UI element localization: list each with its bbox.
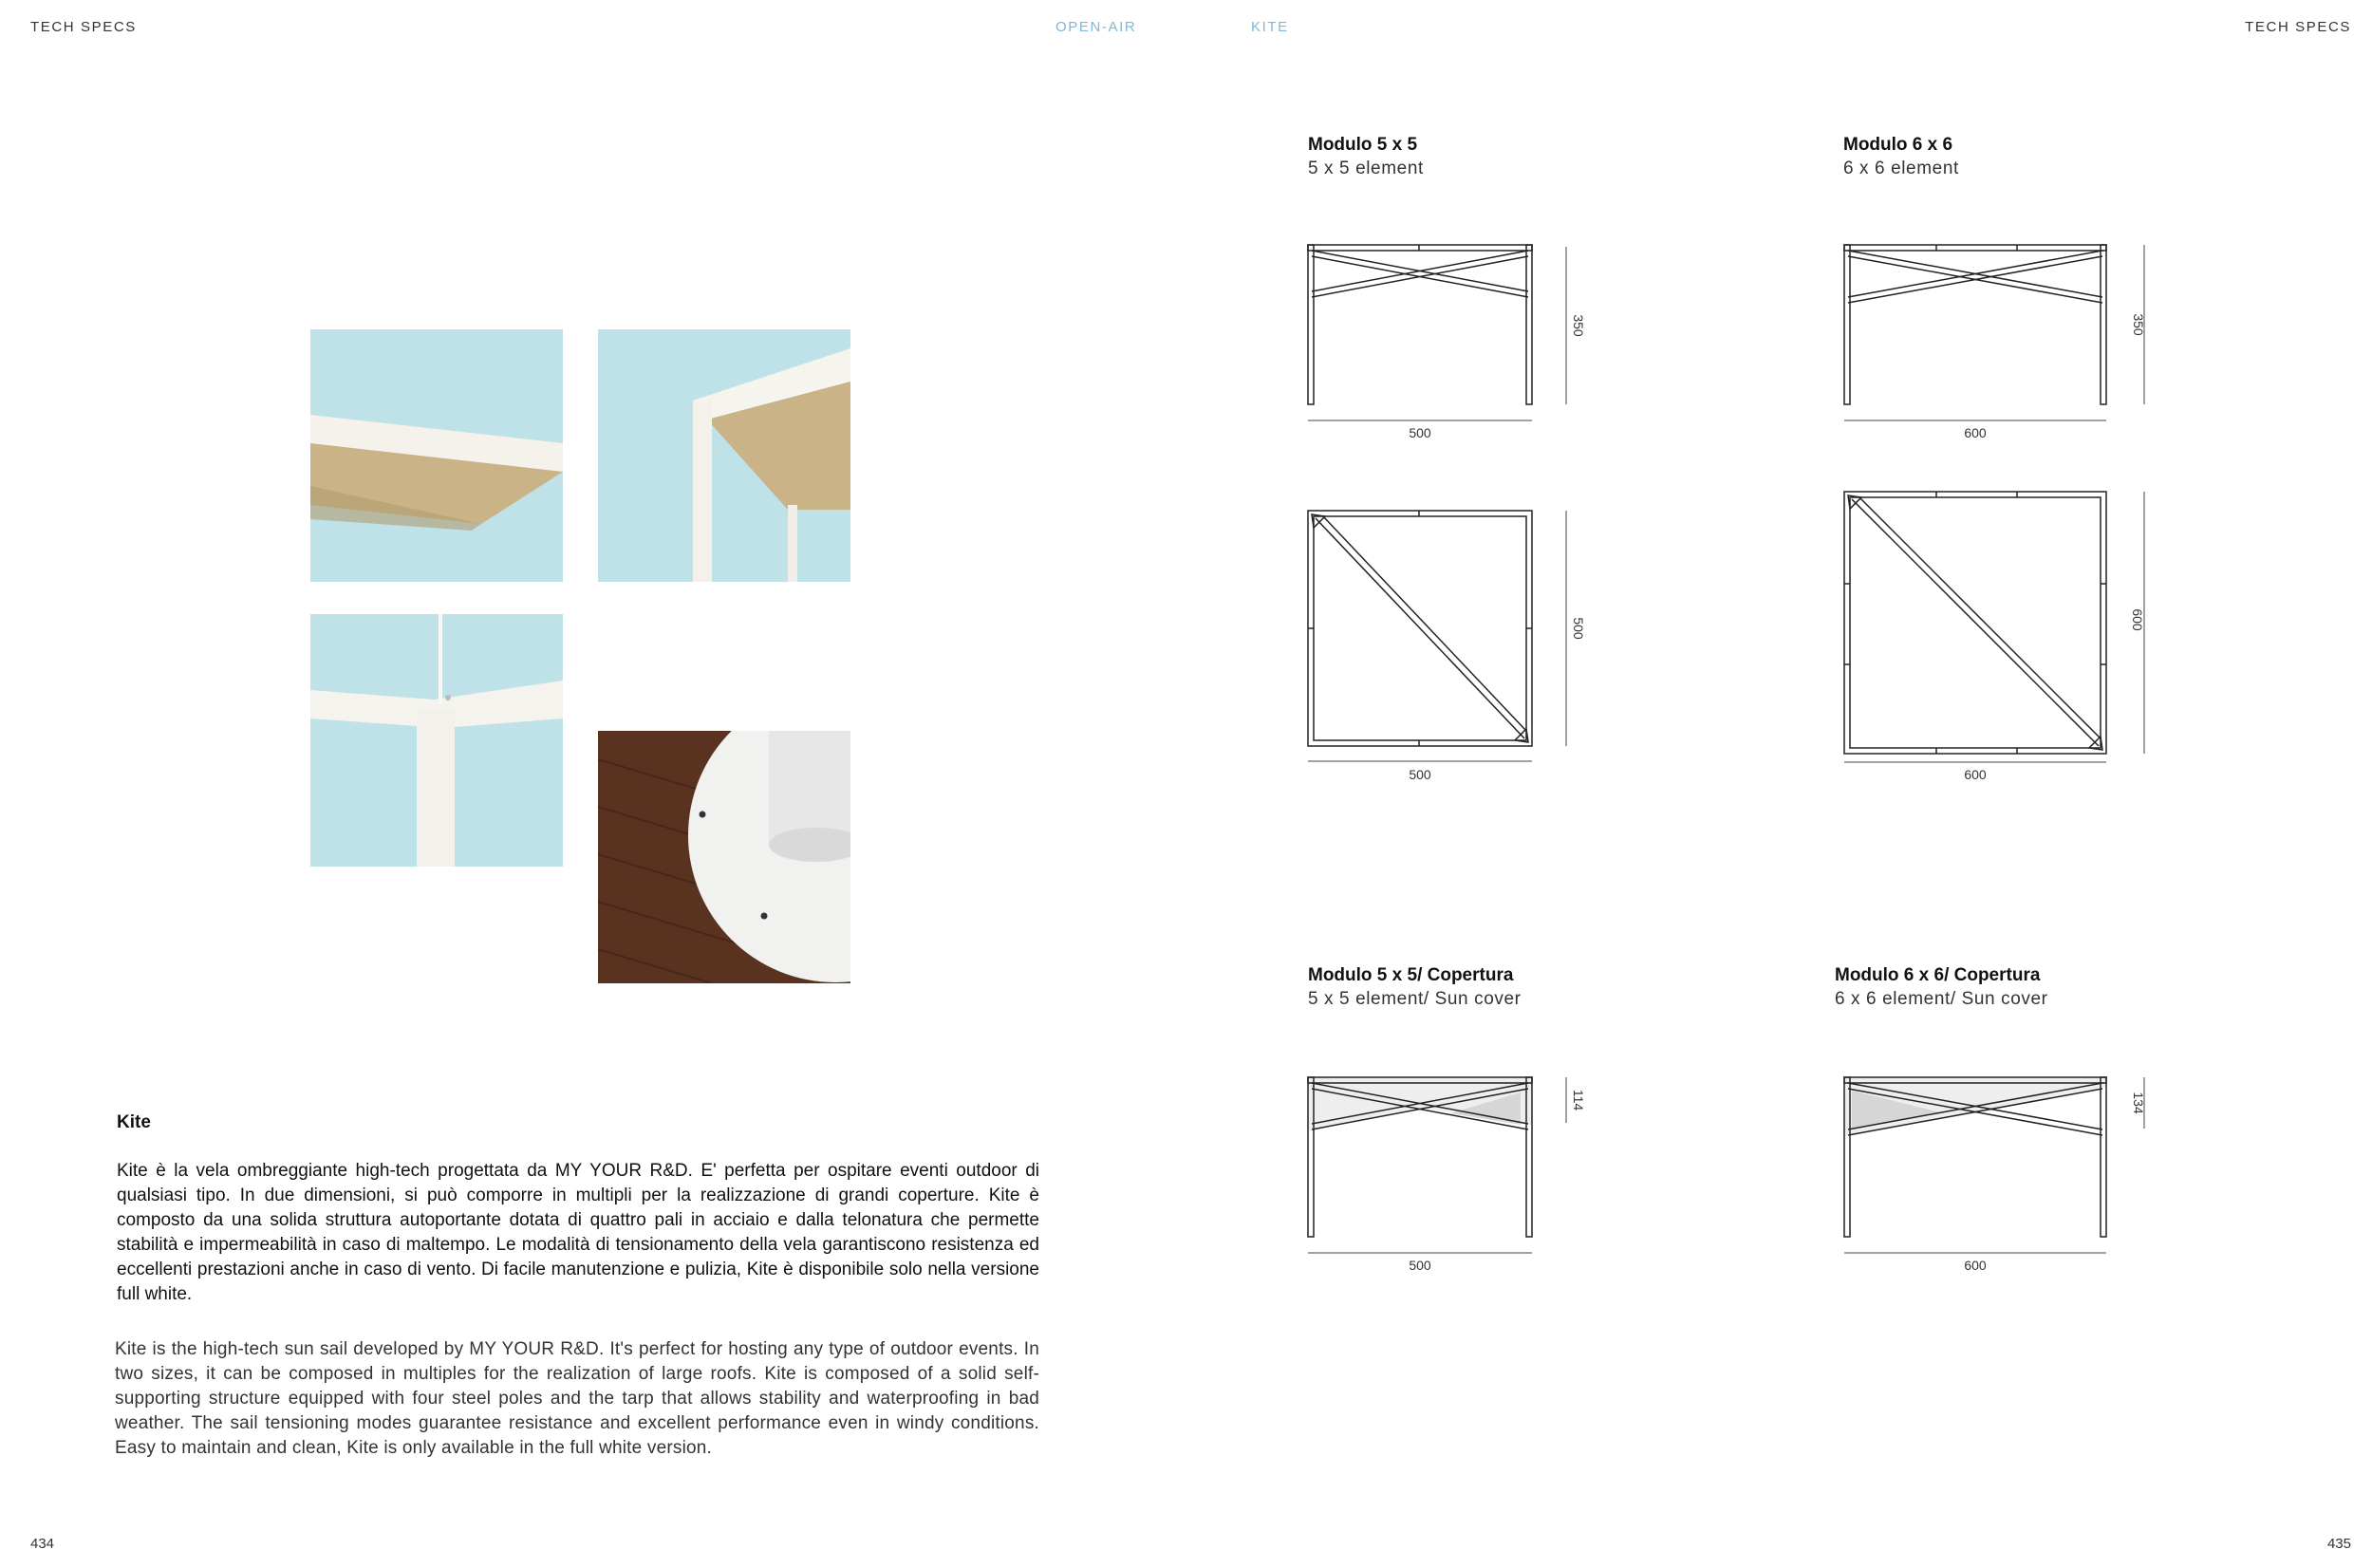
header-section-label-right: TECH SPECS [2245, 19, 2351, 35]
cover-6x6-title-block [1835, 963, 2048, 1011]
page-number-right: 435 [2326, 1536, 2351, 1552]
drawing-6x6-elevation [1837, 237, 2150, 446]
page-number-left: 434 [30, 1536, 55, 1552]
photo-pole-junction [310, 614, 563, 867]
photo-sail-corner [310, 329, 563, 582]
cover-6x6-subtitle: 6 x 6 element/ Sun cover [1835, 989, 2048, 1009]
module-5x5-title-block [1308, 133, 1424, 180]
module-5x5-title: Modulo 5 x 5 [1308, 135, 1418, 155]
dim-6x6-height: 350 [2131, 313, 2146, 336]
module-6x6-title: Modulo 6 x 6 [1843, 135, 1953, 155]
photo-pole-base [598, 731, 850, 983]
dim-6x6-plan-width: 600 [1964, 767, 1987, 782]
dim-5x5-plan-width: 500 [1409, 767, 1431, 782]
header-product: KITE [1251, 19, 1289, 35]
header-section-label: TECH SPECS [30, 19, 137, 35]
module-6x6-title-block [1843, 133, 1959, 180]
dim-6x6-depth: 600 [2130, 608, 2145, 631]
dim-5x5-depth: 500 [1571, 617, 1586, 640]
module-6x6-subtitle: 6 x 6 element [1843, 159, 1959, 178]
module-5x5-subtitle: 5 x 5 element [1308, 159, 1424, 178]
dim-cover-5x5-width: 500 [1409, 1258, 1431, 1273]
dim-cover-6x6-height: 134 [2131, 1092, 2146, 1114]
cover-5x5-subtitle: 5 x 5 element/ Sun cover [1308, 989, 1522, 1009]
photo-frame-corner [598, 329, 850, 582]
dim-cover-5x5-height: 114 [1571, 1089, 1586, 1111]
cover-6x6-title: Modulo 6 x 6/ Copertura [1835, 965, 2041, 985]
drawing-5x5-plan [1300, 503, 1595, 788]
header-category: OPEN-AIR [1055, 19, 1137, 35]
dim-6x6-width: 600 [1964, 425, 1987, 440]
drawing-5x5-elevation [1300, 237, 1595, 446]
dim-cover-6x6-width: 600 [1964, 1258, 1987, 1273]
drawing-6x6-plan [1837, 484, 2150, 788]
dim-5x5-width: 500 [1409, 425, 1431, 440]
product-description-it: Kite è la vela ombreggiante high-tech progettata da MY YOUR R&D. E' perfetta per ospitare eventi outdoor di qualsiasi tipo. In due dimensioni, si può comporre in multipli per la realizzazione di grandi coperture. Kite è composto da una solida struttura autoportante dotata di quattro pali in acciaio e dalla telonatura che permette stabilità e impermeabilità in caso di maltempo. Le modalità di tensionamento della vela garantiscono resistenza ed eccellenti prestazioni anche in caso di vento. Di facile manutenzione e pulizia, Kite è disponibile solo nella versione full white. [117, 1161, 1039, 1304]
drawing-5x5-cover [1300, 1070, 1595, 1279]
dim-5x5-height: 350 [1571, 314, 1586, 337]
product-name: Kite [117, 1112, 151, 1132]
drawing-6x6-cover [1837, 1070, 2150, 1279]
cover-5x5-title: Modulo 5 x 5/ Copertura [1308, 965, 1514, 985]
product-description-en: Kite is the high-tech sun sail developed by MY YOUR R&D. It's perfect for hosting any type of outdoor events. In two sizes, it can be composed in multiples for the realization of large roofs. Kite is composed of a solid self-supporting structure equipped with four steel poles and the tarp that allows stability and waterproofing in bad weather. The sail tensioning modes guarantee resistance and excellent performance even in windy conditions. Easy to maintain and clean, Kite is only available in the full white version. [115, 1339, 1039, 1458]
cover-5x5-title-block [1308, 963, 1522, 1011]
